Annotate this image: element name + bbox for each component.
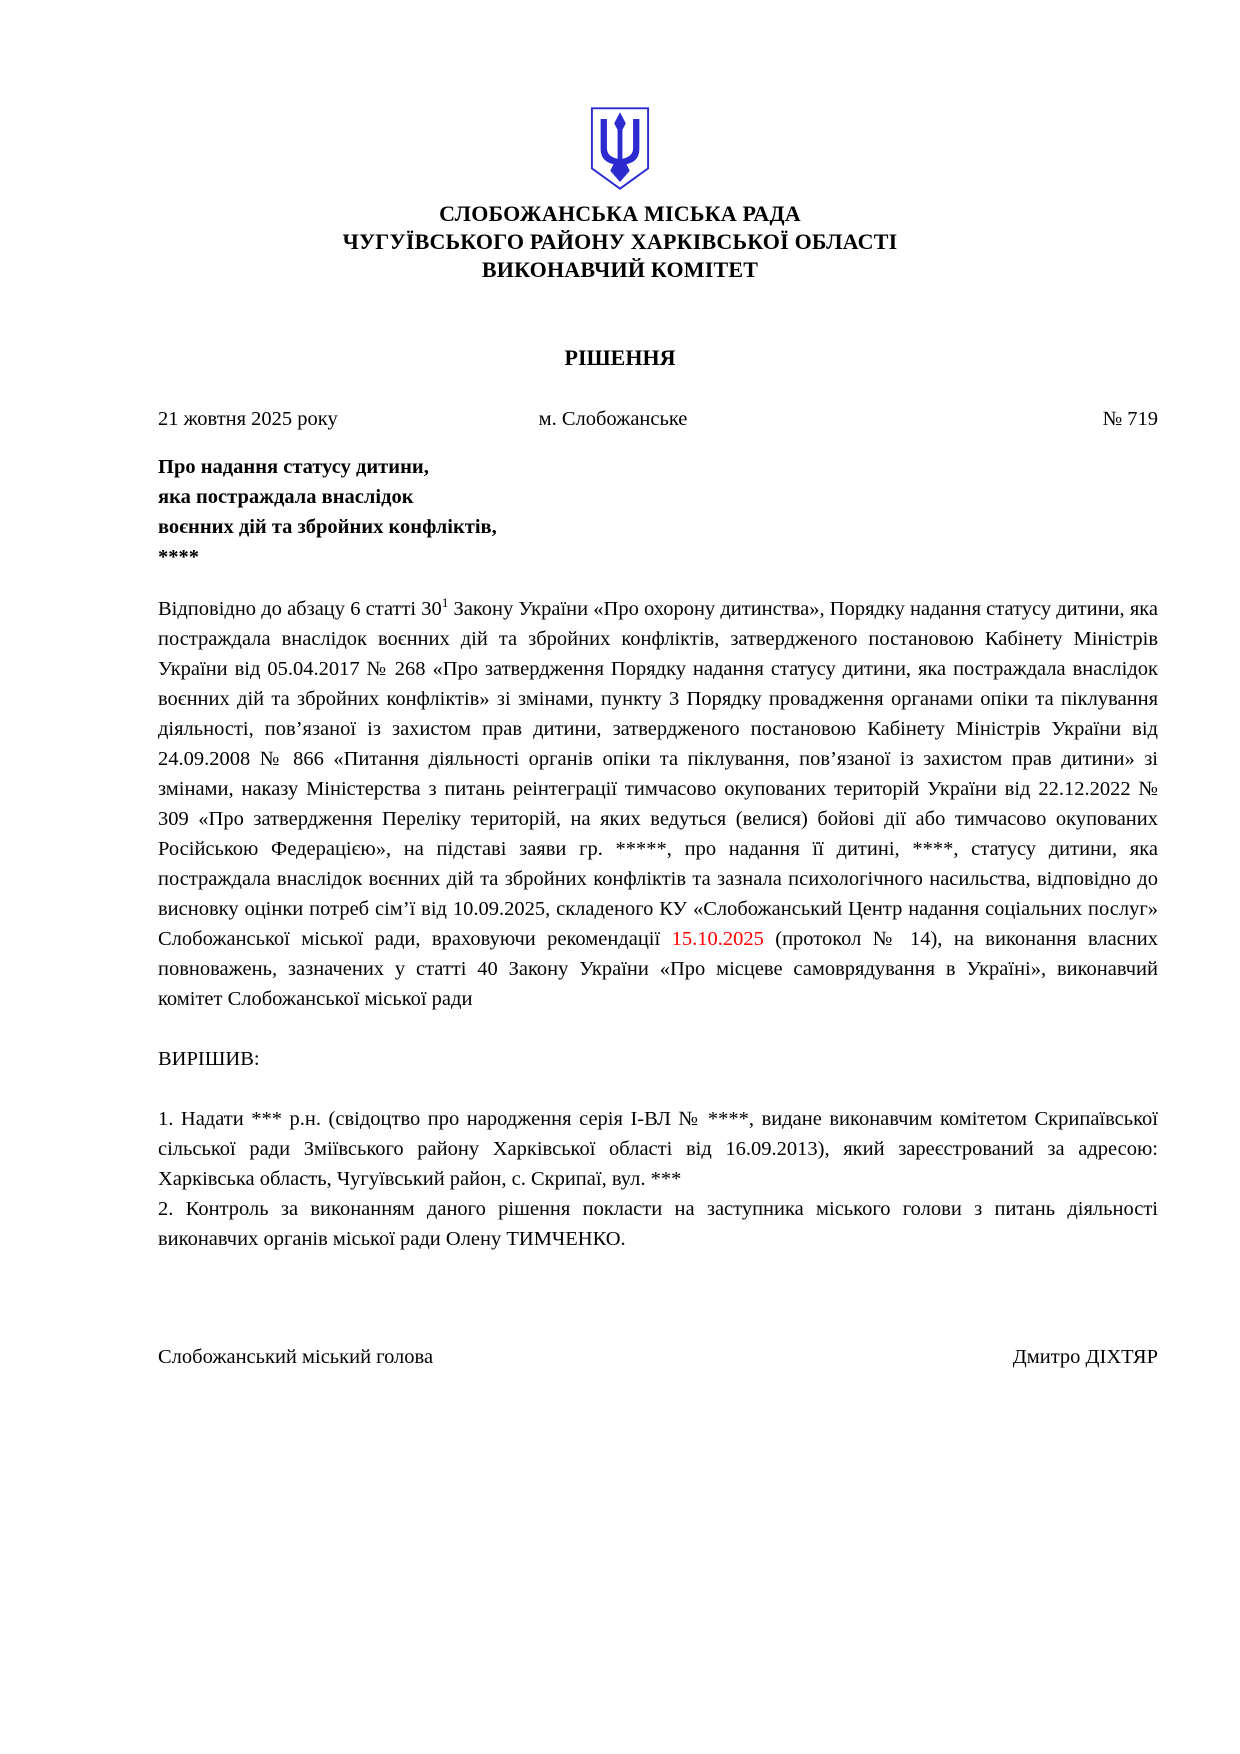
- doc-subject: [158, 452, 1158, 572]
- doc-date: 21 жовтня 2025 року: [158, 408, 338, 430]
- coat-of-arms-icon: [589, 106, 651, 192]
- preamble-paragraph: [158, 594, 1158, 1014]
- resolved-heading: ВИРІШИВ:: [158, 1048, 260, 1070]
- org-name-line-1: СЛОБОЖАНСЬКА МІСЬКА РАДА: [439, 201, 801, 226]
- doc-content: [158, 404, 1158, 1372]
- doc-number: № 719: [1102, 408, 1158, 430]
- subject-line-2: яка постраждала внаслідок: [158, 486, 414, 508]
- signature-row: [158, 1342, 1158, 1372]
- resolution-items: [158, 1104, 1158, 1254]
- resolution-item-1: 1. Надати *** р.н. (свідоцтво про народження серія І-ВЛ № ****, видане виконавчим комітетом Скрипаївської сільської ради Зміївського району Харківської області від 16.09.2013), який зареєстрований за адресою: Харківська область, Чугуївський район, с. Скрипаї, вул. ***: [158, 1108, 1158, 1190]
- doc-meta-row: [158, 404, 1158, 434]
- org-name-line-3: ВИКОНАВЧИЙ КОМІТЕТ: [481, 257, 759, 282]
- preamble-text-end: (протокол № 14), на виконання власних повноважень, зазначених у статті 40 Закону України «Про місцеве самоврядування в Україні», виконавчий комітет Слобожанської міської ради: [158, 928, 1158, 1010]
- article-superscript: 1: [441, 595, 449, 611]
- doc-place: м. Слобожанське: [538, 408, 688, 430]
- org-name-line-2: ЧУГУЇВСЬКОГО РАЙОНУ ХАРКІВСЬКОЇ ОБЛАСТІ: [342, 229, 898, 254]
- signature-name: Дмитро ДІХТЯР: [1012, 1346, 1158, 1368]
- preamble-text-middle: Закону України «Про охорону дитинства», Порядку надання статусу дитини, яка постраждала внаслідок воєнних дій та збройних конфліктів, затвердженого постановою Кабінету Міністрів України від 05.04.2017 № 268 «Про затвердження Порядку надання статусу дитини, яка постраждала внаслідок воєнних дій та збройних конфліктів» зі змінами, пункту 3 Порядку провадження органами опіки та піклування діяльності, пов’язаної із захистом прав дитини, затвердженого постановою Кабінету Міністрів України від 24.09.2008 № 866 «Питання діяльності органів опіки та піклування, пов’язаної із захистом прав дитини» зі змінами, наказу Міністерства з питань реінтеграції тимчасово окупованих територій України від 22.12.2022 № 309 «Про затвердження Переліку територій, на яких ведуться (велися) бойові дії або тимчасово окупованих Російською Федерацією», на підставі заяви гр. *****, про надання її дитині, ****, статусу дитини, яка постраждала внаслідок воєнних дій та збройних конфліктів та зазнала психологічного насильства, відповідно до висновку оцінки потреб сім’ї від 10.09.2025, складеного КУ «Слобожанський Центр надання соціальних послуг» Слобожанської міської ради, враховуючи рекомендації: [158, 598, 1158, 950]
- resolution-item-2: 2. Контроль за виконанням даного рішення покласти на заступника міського голови з питань діяльності виконавчих органів міської ради Олену ТИМЧЕНКО.: [158, 1198, 1158, 1250]
- subject-line-3: воєнних дій та збройних конфліктів,: [158, 516, 497, 538]
- recommendation-date-red: 15.10.2025: [671, 928, 764, 950]
- subject-line-1: Про надання статусу дитини,: [158, 456, 429, 478]
- doc-type-title: РІШЕННЯ: [564, 345, 676, 370]
- org-header: [0, 200, 1240, 284]
- preamble-text-start: Відповідно до абзацу 6 статті 30: [158, 598, 442, 620]
- signature-position: Слобожанський міський голова: [158, 1346, 434, 1368]
- subject-line-4: ****: [158, 546, 199, 568]
